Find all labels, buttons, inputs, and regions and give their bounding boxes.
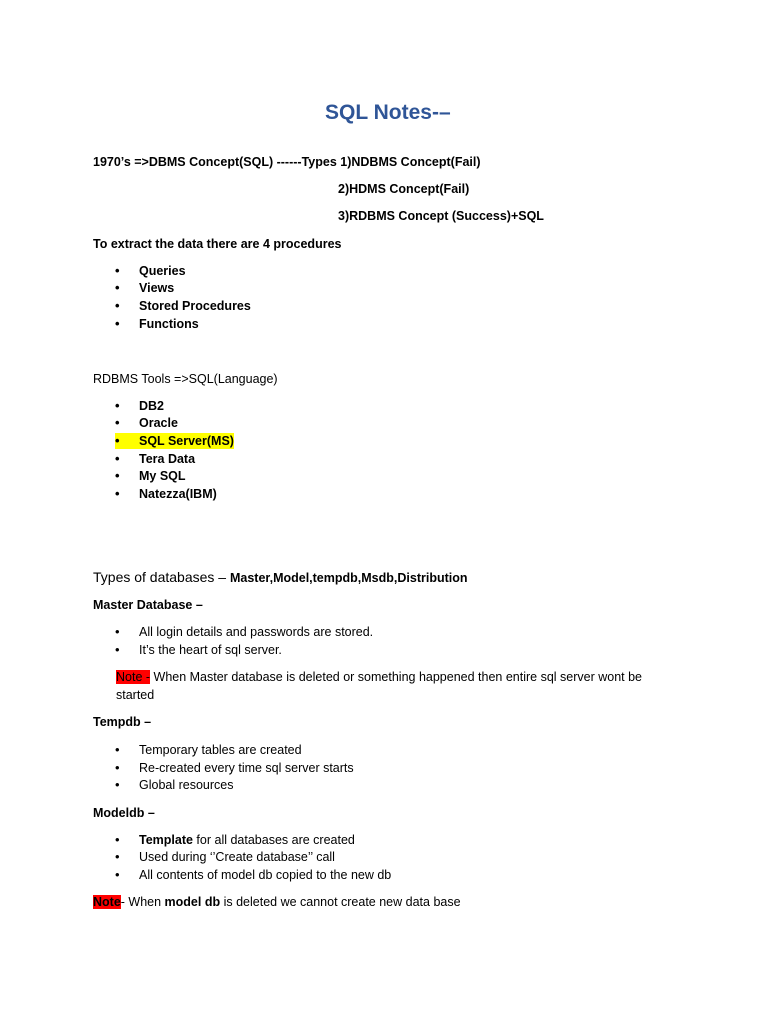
list-item: • Used during ‘’Create database’’ call bbox=[93, 849, 335, 865]
modeldb-heading: Modeldb – bbox=[93, 806, 155, 820]
modeldb-note bbox=[93, 894, 461, 910]
list-item: • Oracle bbox=[93, 415, 178, 431]
list-item: • Global resources bbox=[93, 777, 234, 793]
tools-heading: RDBMS Tools =>SQL(Language) bbox=[93, 372, 278, 386]
note-rest: is deleted we cannot create new data base bbox=[220, 895, 461, 909]
note-tag: Note - bbox=[116, 670, 151, 684]
history-line-2: 2)HDMS Concept(Fail) bbox=[338, 182, 470, 196]
history-line-1: 1970’s =>DBMS Concept(SQL) ------Types 1)NDBMS Concept(Fail) bbox=[93, 155, 481, 169]
page-title: SQL Notes-– bbox=[325, 101, 451, 124]
note-text: When Master database is deleted or something happened then entire sql server wont be bbox=[150, 670, 643, 684]
note-tag: Note bbox=[93, 895, 121, 909]
list-item: • All login details and passwords are stored. bbox=[93, 624, 373, 640]
list-item: • DB2 bbox=[93, 398, 164, 414]
list-item-highlighted: • SQL Server(MS) bbox=[115, 433, 234, 449]
list-item: • All contents of model db copied to the new db bbox=[93, 867, 391, 883]
template-label: Template bbox=[139, 833, 193, 847]
list-item: • Queries bbox=[93, 263, 186, 279]
list-item: • Re-created every time sql server starts bbox=[93, 760, 354, 776]
types-heading-list: Master,Model,tempdb,Msdb,Distribution bbox=[229, 571, 468, 585]
list-item: • Views bbox=[93, 280, 174, 296]
master-note bbox=[116, 669, 642, 685]
template-text: for all databases are created bbox=[192, 833, 355, 847]
list-item bbox=[93, 832, 355, 848]
types-heading-lead: Types of databases – bbox=[93, 569, 230, 585]
note-bold: model db bbox=[164, 895, 221, 909]
extract-heading: To extract the data there are 4 procedures bbox=[93, 237, 342, 251]
types-heading bbox=[93, 569, 468, 586]
note-dash: - When bbox=[120, 895, 165, 909]
tempdb-heading: Tempdb – bbox=[93, 715, 152, 729]
list-item: • Natezza(IBM) bbox=[93, 486, 217, 502]
list-item: • Functions bbox=[93, 316, 199, 332]
history-line-3: 3)RDBMS Concept (Success)+SQL bbox=[338, 209, 544, 223]
list-item: • It’s the heart of sql server. bbox=[93, 642, 282, 658]
list-item: • Tera Data bbox=[93, 451, 195, 467]
list-item: • Stored Procedures bbox=[93, 298, 251, 314]
list-item: • Temporary tables are created bbox=[93, 742, 302, 758]
list-item: • My SQL bbox=[93, 468, 186, 484]
master-heading: Master Database – bbox=[93, 598, 203, 612]
master-note-cont: started bbox=[116, 688, 155, 702]
